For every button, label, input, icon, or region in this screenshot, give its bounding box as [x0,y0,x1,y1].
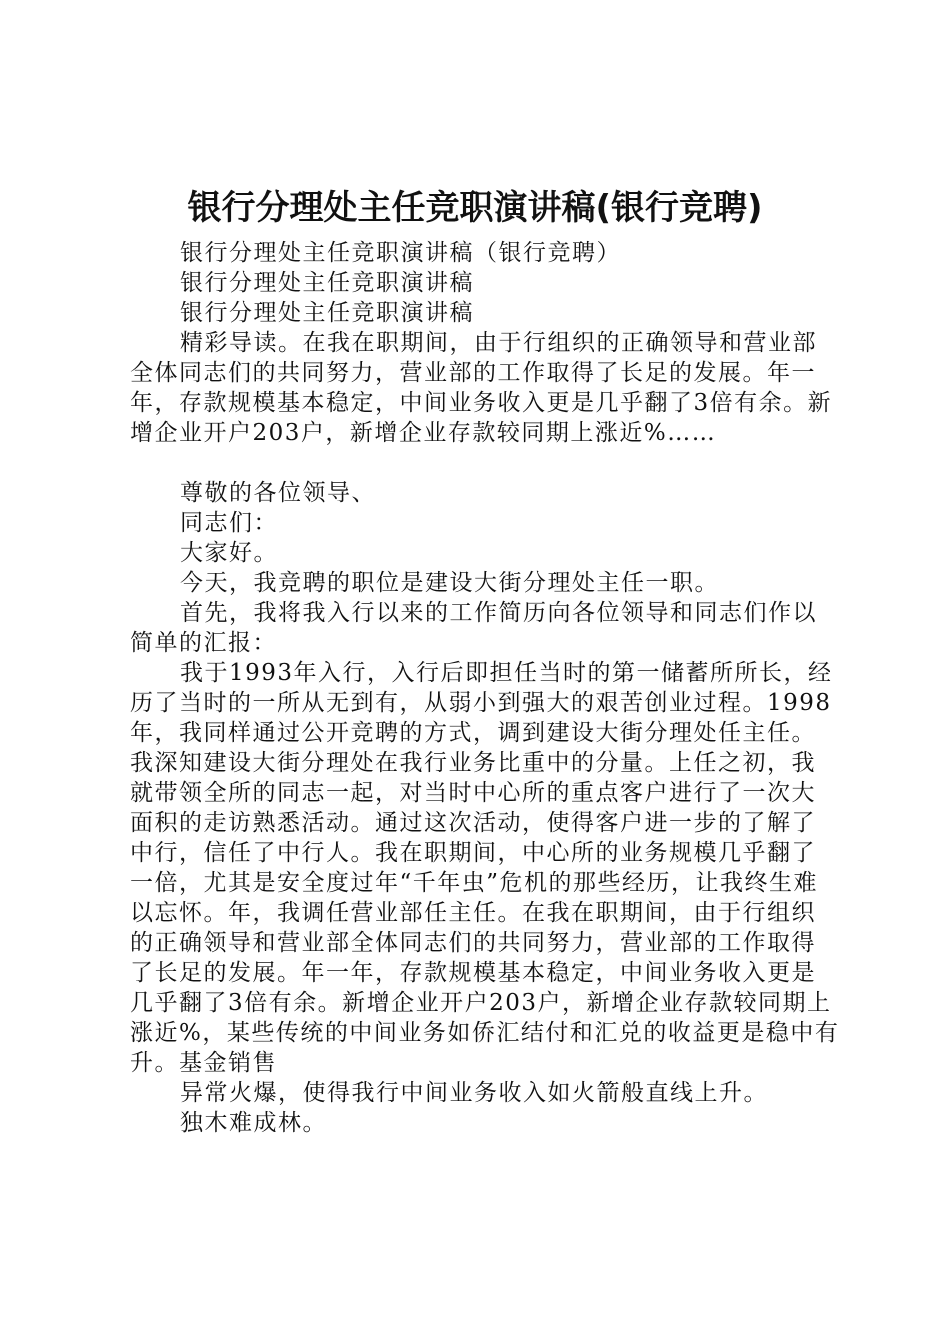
greeting-line-2: 同志们： [180,510,278,536]
subtitle-paragraph: 银行分理处主任竞职演讲稿（银行竞聘） [180,240,621,266]
heading-line-1: 银行分理处主任竞职演讲稿 [180,270,474,296]
fund-paragraph: 异常火爆，使得我行中间业务收入如火箭般直线上升。 [180,1080,768,1106]
closing-paragraph: 独木难成林。 [180,1110,327,1136]
intro-paragraph: 精彩导读。在我在职期间，由于行组织的正确领导和营业部全体同志们的共同努力，营业部的工作取得了长足的发展。年一年，存款规模基本稳定，中间业务收入更是几乎翻了3倍有余。新增企业开户203户，新增企业存款较同期上涨近%…… [130,330,833,446]
blank-line [130,448,840,478]
greeting-line-1: 尊敬的各位领导、 [180,480,376,506]
heading-line-2: 银行分理处主任竞职演讲稿 [180,300,474,326]
document-title: 银行分理处主任竞职演讲稿(银行竞聘) [187,188,763,228]
greeting-line-3: 大家好。 [180,540,278,566]
position-paragraph: 今天，我竞聘的职位是建设大街分理处主任一职。 [180,570,719,596]
history-paragraph: 我于1993年入行，入行后即担任当时的第一储蓄所所长，经历了当时的一所从无到有，从弱小到强大的艰苦创业过程。1998年，我同样通过公开竞聘的方式，调到建设大街分理处任主任。我深知建设大街分理处在我行业务比重中的分量。上任之初，我就带领全所的同志一起，对当时中心所的重点客户进行了一次大面积的走访熟悉活动。通过这次活动，使得客户进一步的了解了中行，信任了中行人。我在职期间，中心所的业务规模几乎翻了一倍，尤其是安全度过年“千年虫”危机的那些经历，让我终生难以忘怀。年，我调任营业部任主任。在我在职期间，由于行组织的正确领导和营业部全体同志们的共同努力，营业部的工作取得了长足的发展。年一年，存款规模基本稳定，中间业务收入更是几乎翻了3倍有余。新增企业开户203户，新增企业存款较同期上涨近%，某些传统的中间业务如侨汇结付和汇兑的收益更是稳中有升。基金销售 [130,660,840,1076]
document-body [130,238,840,1138]
first-paragraph: 首先，我将我入行以来的工作简历向各位领导和同志们作以简单的汇报： [130,600,817,656]
